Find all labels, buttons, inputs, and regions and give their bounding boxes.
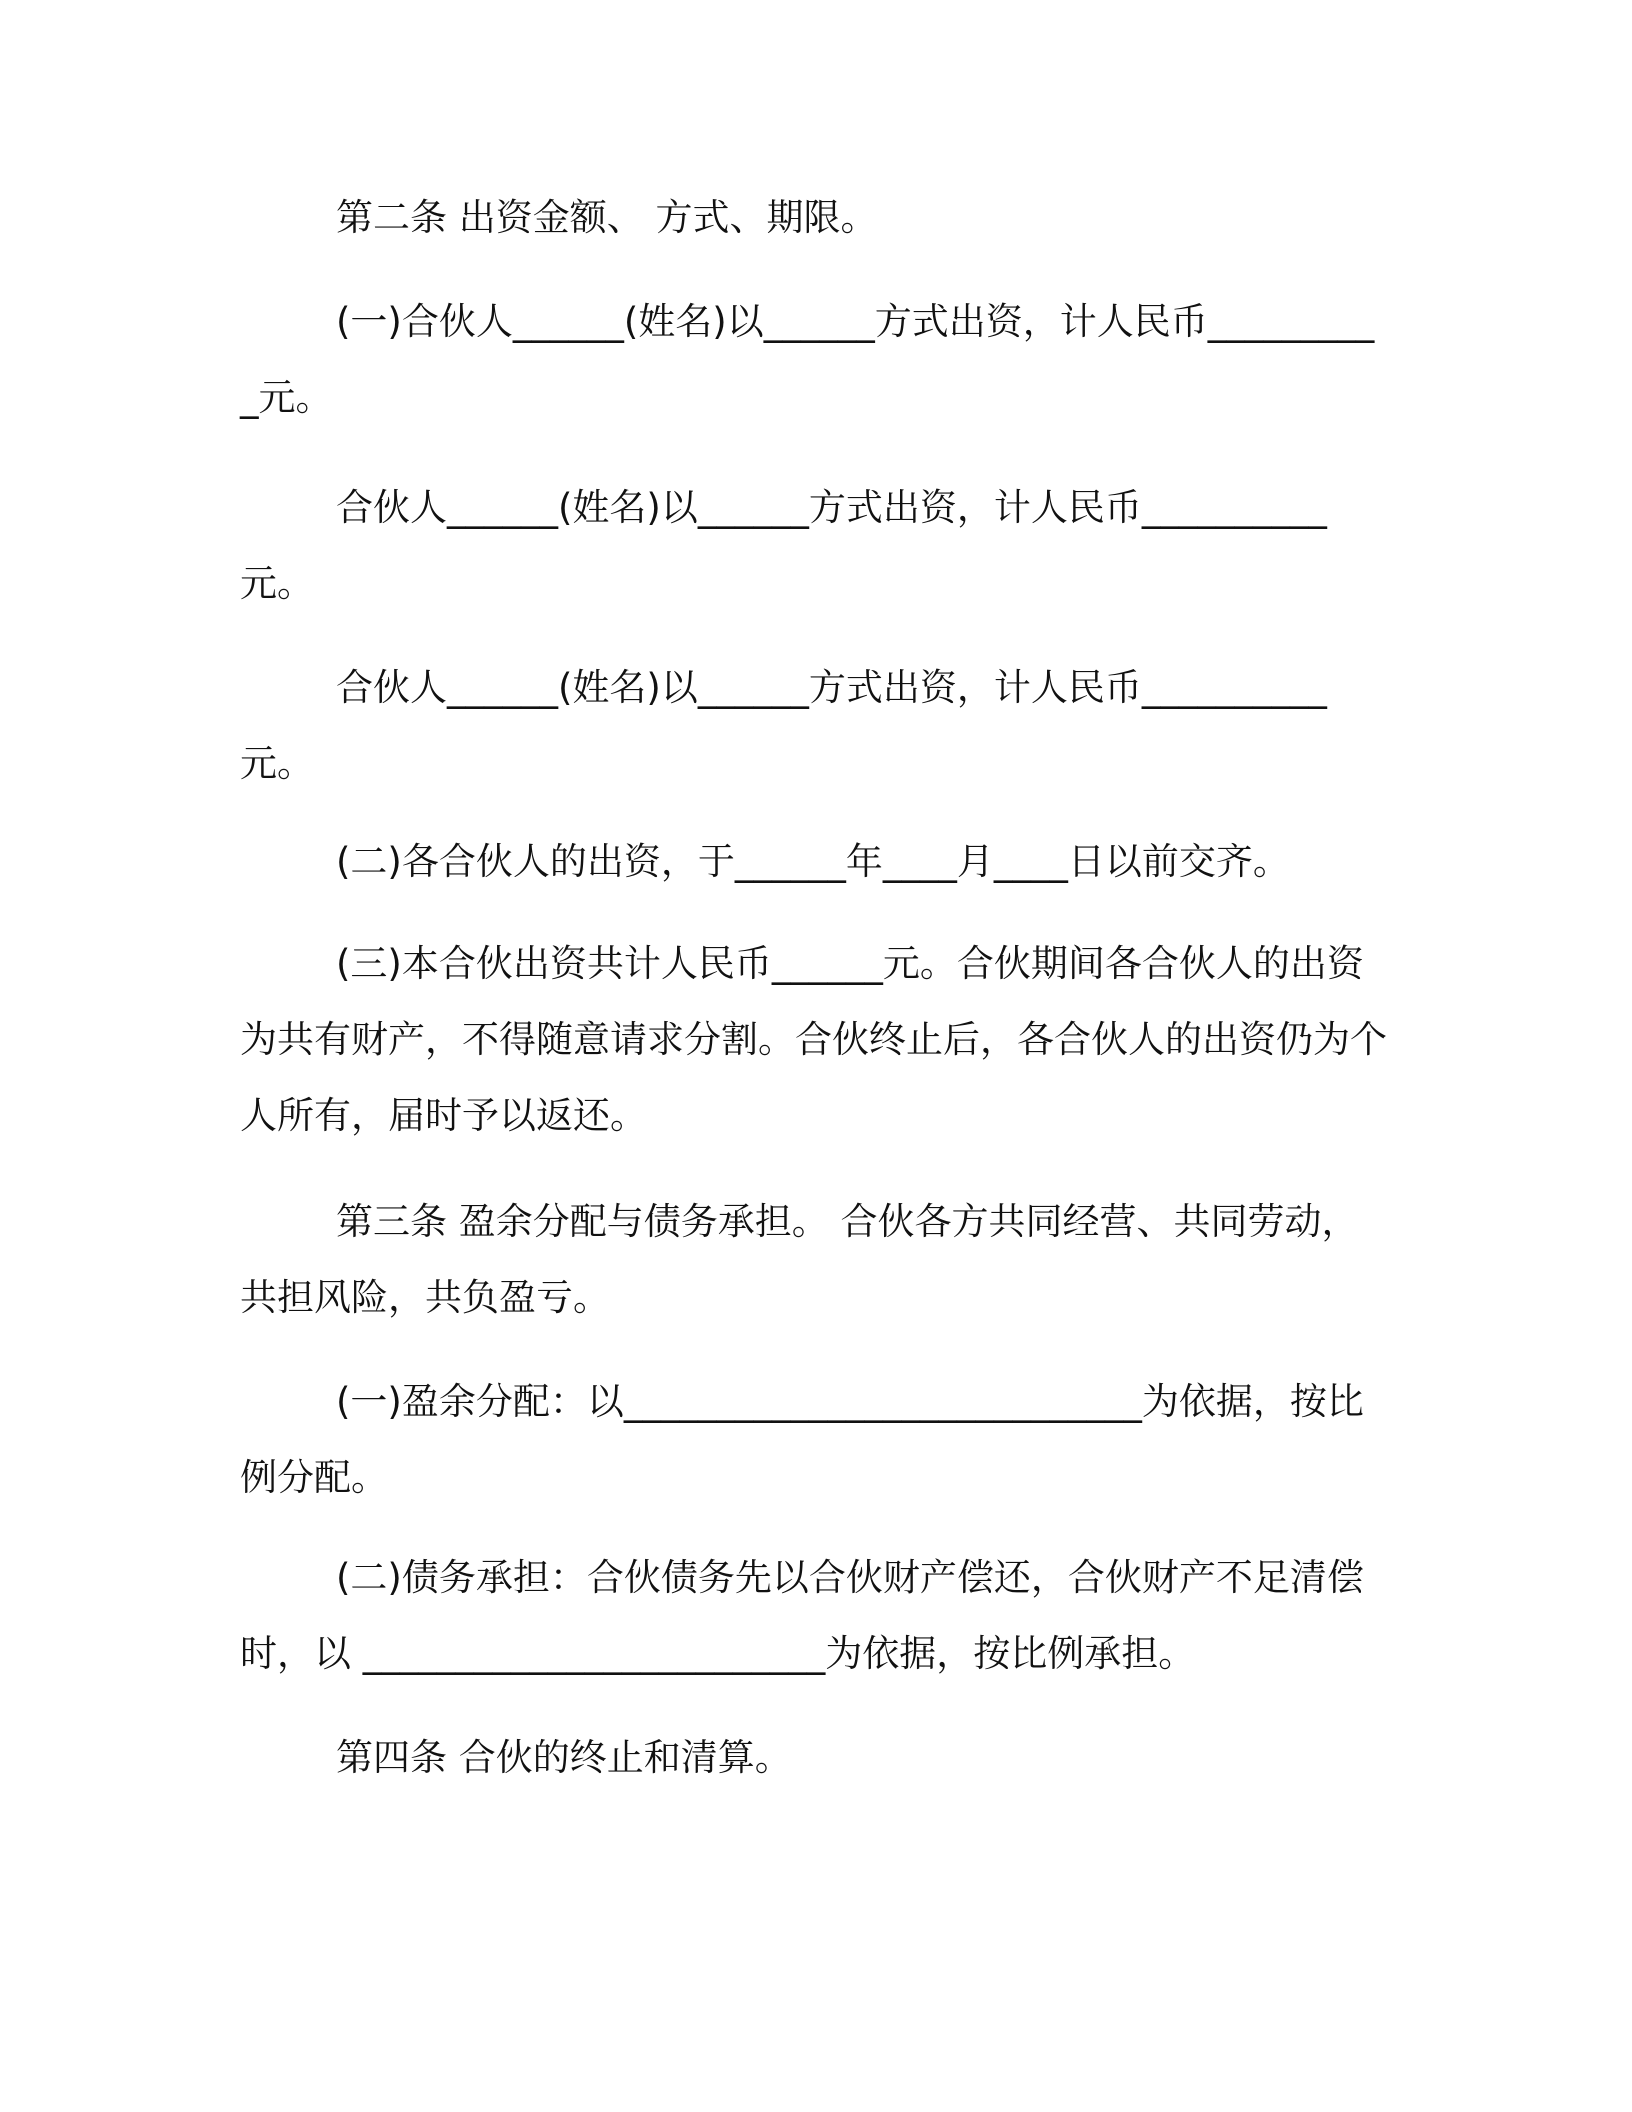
clause-2-3-total-capital: (三)本合伙出资共计人民币______元。合伙期间各合伙人的出资为共有财产，不得随意请求分割。合伙终止后，各合伙人的出资仍为个人所有，届时予以返还。: [240, 942, 1387, 1137]
clause-2-2-deadline: (二)各合伙人的出资，于______年____月____日以前交齐。: [336, 840, 1290, 883]
clause-3-1-profit-distribution: (一)盈余分配：以____________________________为依据，按比例分配。: [240, 1380, 1364, 1499]
clause-2-1-partner-1: (一)合伙人______(姓名)以______方式出资，计人民币__________元。: [240, 300, 1375, 419]
clause-2-1-partner-3: 合伙人______(姓名)以______方式出资，计人民币__________元。: [240, 666, 1327, 785]
clause-3-2-debt-bearing: (二)债务承担：合伙债务先以合伙财产偿还，合伙财产不足清偿时，以 _________________________为依据，按比例承担。: [240, 1556, 1364, 1675]
article-2-heading: 第二条 出资金额、 方式、期限。: [336, 196, 878, 239]
article-4-heading: 第四条 合伙的终止和清算。: [336, 1736, 792, 1779]
article-3-heading: 第三条 盈余分配与债务承担。 合伙各方共同经营、共同劳动，共担风险，共负盈亏。: [240, 1200, 1359, 1319]
clause-2-1-partner-2: 合伙人______(姓名)以______方式出资，计人民币__________元。: [240, 486, 1327, 605]
